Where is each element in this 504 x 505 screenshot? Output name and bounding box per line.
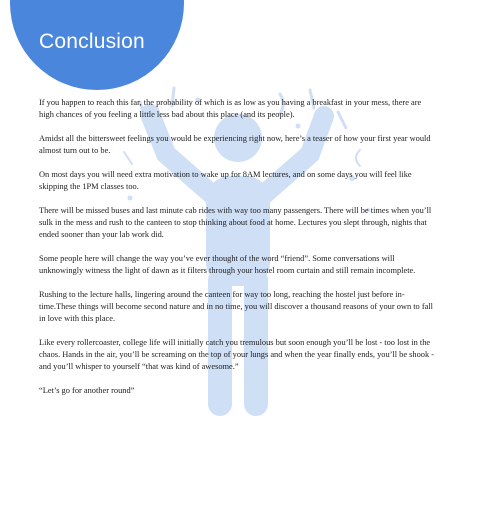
paragraph: If you happen to reach this far, the probability of which is as low as you having a breakfast in your mess, there are high chances of you feeling a little less bad about this place (and its people). — [39, 98, 422, 119]
paragraph: Some people here will change the way you’ve ever thought of the word “friend”. Some conversations will unknowingly witness the light of dawn as it filters through your hostel room curtain and still remain incomplete. — [39, 254, 416, 275]
conclusion-text — [39, 97, 437, 409]
paragraph: On most days you will need extra motivation to wake up for 8AM lectures, and on some days you will feel like skipping the 1PM classes too. — [39, 170, 412, 191]
paragraph: Like every rollercoaster, college life will initially catch you tremulous but soon enough you’ll be lost - too lost in the chaos. Hands in the air, you’ll be screaming on the top of your lungs and when the year finally ends, you’ll be shook - and you’ll whisper to yourself “that was kind of awesome.” — [39, 338, 435, 371]
closing-line: “Let’s go for another round” — [39, 386, 135, 395]
page-title: Conclusion — [39, 30, 145, 53]
paragraph: Amidst all the bittersweet feelings you would be experiencing right now, here’s a teaser of how your first year would almost turn out to be. — [39, 134, 431, 155]
paragraph: There will be missed buses and last minute cab rides with way too many passengers. There will be times when you’ll sulk in the mess and rush to the canteen to stop thinking about food at home. Lectures you slept through, nights that ended sooner than your lab work did. — [39, 206, 432, 239]
paragraph: Rushing to the lecture halls, lingering around the canteen for way too long, reaching the hostel just before in-time.These things will become second nature and in no time, you will discover a thousand reasons of your own to fall in love with this place. — [39, 290, 434, 323]
